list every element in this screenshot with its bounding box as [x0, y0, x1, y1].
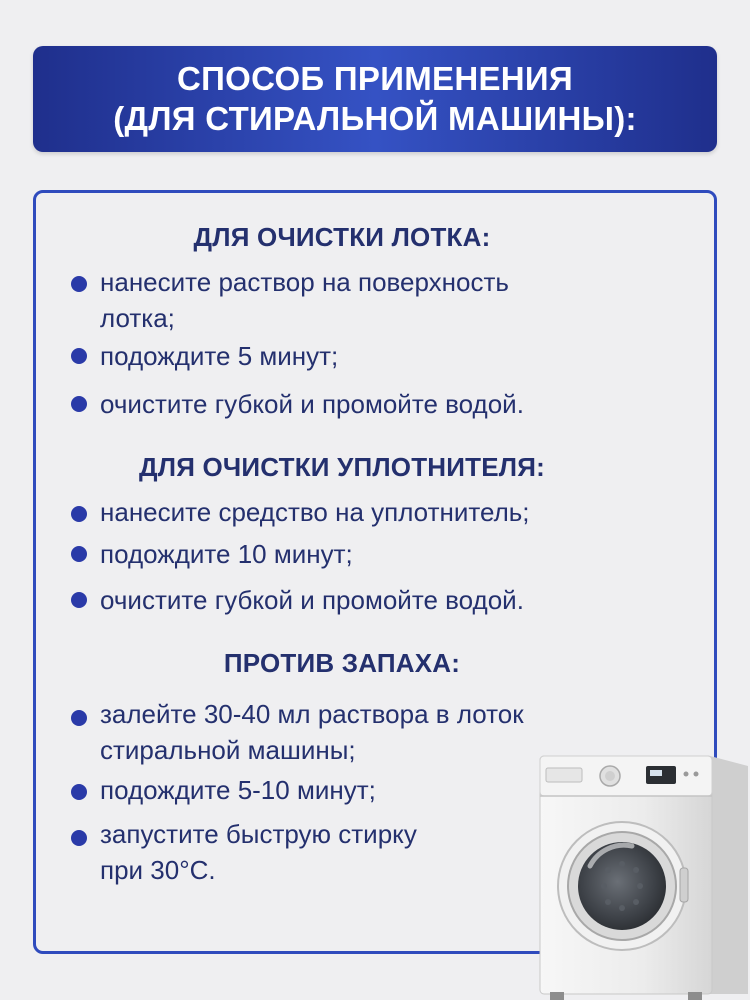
list-item-line: очистите губкой и промойте водой. — [100, 585, 524, 615]
bullet-dot — [71, 276, 87, 292]
list-item-line: подождите 5-10 минут; — [100, 775, 376, 805]
bullet-dot — [71, 784, 87, 800]
page-header — [33, 46, 717, 152]
list-item-line: лотка; — [100, 303, 175, 333]
list-item-line: подождите 10 минут; — [100, 539, 353, 569]
section-title-tray: ДЛЯ ОЧИСТКИ ЛОТКА: — [193, 222, 491, 252]
header-title-line-1: СПОСОБ ПРИМЕНЕНИЯ — [177, 60, 573, 97]
bullet-dot — [71, 348, 87, 364]
bullet-dot — [71, 592, 87, 608]
list-item-line: подождите 5 минут; — [100, 341, 339, 371]
washing-machine-icon — [520, 748, 750, 1000]
list-item — [100, 494, 640, 530]
bullet-dot — [71, 830, 87, 846]
list-item-line: запустите быструю стирку — [100, 819, 417, 849]
section-title-odor: ПРОТИВ ЗАПАХА: — [223, 648, 461, 678]
bullet-dot — [71, 506, 87, 522]
list-item-line: залейте 30-40 мл раствора в лоток — [100, 699, 524, 729]
bullet-dot — [71, 710, 87, 726]
list-item-line: очистите губкой и промойте водой. — [100, 389, 524, 419]
bullet-dot — [71, 546, 87, 562]
header-title-line-2: (ДЛЯ СТИРАЛЬНОЙ МАШИНЫ): — [113, 100, 637, 137]
list-item-line: нанесите средство на уплотнитель; — [100, 497, 530, 527]
list-item — [100, 536, 640, 572]
bullet-dot — [71, 396, 87, 412]
list-item — [100, 386, 640, 422]
list-item — [100, 582, 640, 618]
list-item — [100, 338, 640, 374]
list-item-line: нанесите раствор на поверхность — [100, 267, 509, 297]
section-title-seal: ДЛЯ ОЧИСТКИ УПЛОТНИТЕЛЯ: — [139, 452, 545, 482]
list-item-line: при 30°C. — [100, 855, 216, 885]
list-item-line: стиральной машины; — [100, 735, 356, 765]
list-item — [100, 264, 640, 336]
